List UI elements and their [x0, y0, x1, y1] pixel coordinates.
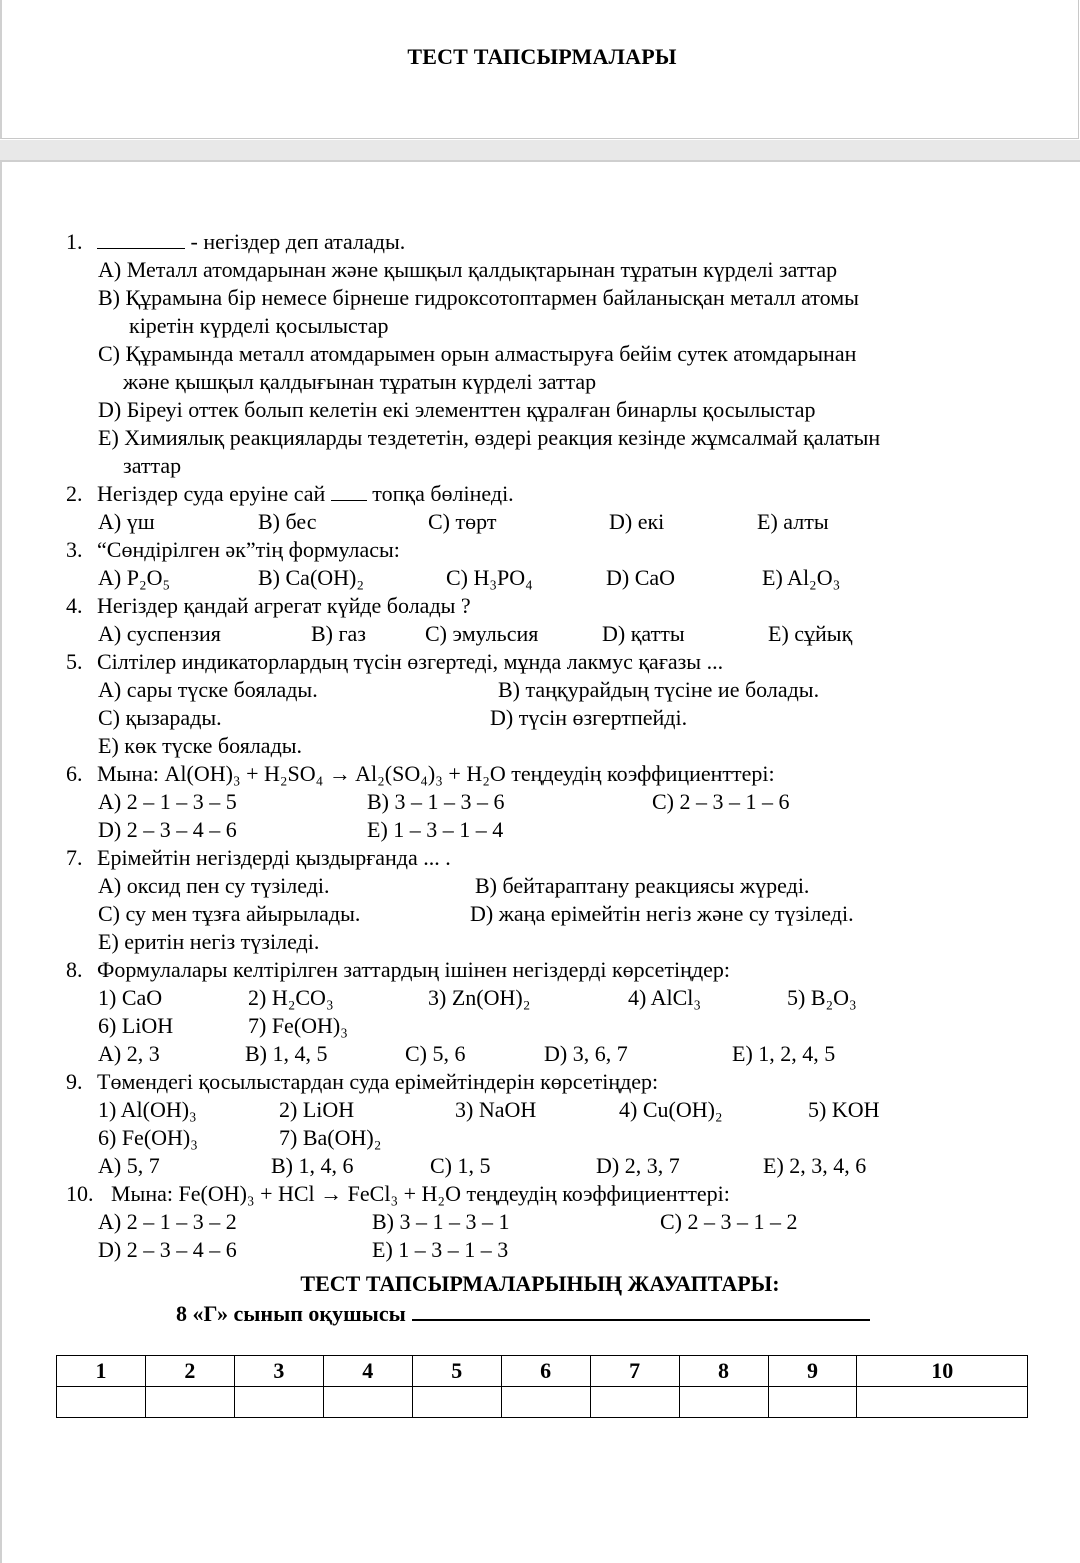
- q3-option-a: A) P₂O₅: [98, 565, 171, 590]
- header-page: [0, 0, 1079, 139]
- student-label: 8 «Г» сынып оқушысы: [176, 1301, 406, 1326]
- header-title: ТЕСТ ТАПСЫРМАЛАРЫ: [407, 44, 677, 69]
- q4-option-e: E) сұйық: [768, 621, 853, 646]
- q1-blank: [97, 230, 185, 249]
- q5-option-d: D) түсін өзгертпейді.: [490, 705, 688, 730]
- q8-item-2: 2) H₂CO₃: [248, 985, 334, 1010]
- q4-number: 4.: [66, 593, 83, 618]
- q3-option-c: C) H₃PO₄: [446, 565, 533, 590]
- q5-option-c: C) қызарады.: [98, 705, 222, 730]
- answer-col-1: 1: [57, 1356, 146, 1387]
- q8-option-a: A) 2, 3: [98, 1041, 160, 1066]
- q8-item-3: 3) Zn(OH)₂: [428, 985, 531, 1010]
- q7-option-a: A) оксид пен су түзіледі.: [98, 873, 330, 898]
- q10-option-d: D) 2 – 3 – 4 – 6: [98, 1237, 237, 1262]
- q1-option-b-cont: кіретін күрделі қосылыстар: [129, 313, 389, 338]
- q7-option-b: B) бейтараптану реакциясы жүреді.: [475, 873, 810, 898]
- q9-item-2: 2) LiOH: [279, 1097, 355, 1122]
- answers-table: [56, 1355, 1028, 1418]
- q4-option-c: C) эмульсия: [425, 621, 539, 646]
- q9-stem: Төмендегі қосылыстардан суда ерімейтіндерін көрсетіңдер:: [97, 1069, 659, 1094]
- q3-stem: “Сөндірілген әк”тің формуласы:: [97, 537, 400, 562]
- q6-option-a: A) 2 – 1 – 3 – 5: [98, 789, 237, 814]
- answer-cell-5[interactable]: [412, 1387, 501, 1418]
- q2-blank: [331, 482, 367, 501]
- answers-title: ТЕСТ ТАПСЫРМАЛАРЫНЫҢ ЖАУАПТАРЫ:: [300, 1271, 780, 1296]
- q1-option-c: C) Құрамында металл атомдарымен орын алмастыруға бейім сутек атомдарынан: [98, 341, 857, 366]
- answer-col-5: 5: [412, 1356, 501, 1387]
- q2-option-d: D) екі: [609, 509, 665, 534]
- answer-cell-2[interactable]: [145, 1387, 234, 1418]
- q8-option-d: D) 3, 6, 7: [544, 1041, 628, 1066]
- answer-cell-3[interactable]: [234, 1387, 323, 1418]
- q8-item-6: 6) LiOH: [98, 1013, 174, 1038]
- student-line: [176, 1299, 870, 1327]
- q3-option-d: D) CaO: [606, 565, 676, 590]
- answer-cell-8[interactable]: [679, 1387, 768, 1418]
- q9-item-1: 1) Al(OH)₃: [98, 1097, 197, 1122]
- q6-option-e: E) 1 – 3 – 1 – 4: [367, 817, 504, 842]
- q1-option-e-cont: заттар: [123, 453, 182, 478]
- q8-option-e: E) 1, 2, 4, 5: [732, 1041, 836, 1066]
- q8-stem: Формулалары келтірілген заттардың ішінен негіздерді көрсетіңдер:: [97, 957, 731, 982]
- answer-col-8: 8: [679, 1356, 768, 1387]
- q9-option-d: D) 2, 3, 7: [596, 1153, 680, 1178]
- q7-option-e: E) еритін негіз түзіледі.: [98, 929, 320, 954]
- q10-option-e: E) 1 – 3 – 1 – 3: [372, 1237, 509, 1262]
- q7-number: 7.: [66, 845, 83, 870]
- q5-number: 5.: [66, 649, 83, 674]
- q10-stem: Мына: Fe(OH)₃ + HCl → FeCl₃ + H₂O теңдеудің коэффициенттері:: [111, 1181, 730, 1206]
- q6-number: 6.: [66, 761, 83, 786]
- q7-option-d: D) жаңа ерімейтін негіз және су түзіледі.: [470, 901, 854, 926]
- answer-col-9: 9: [768, 1356, 857, 1387]
- q2-stem: Негіздер суда еруіне сай топқа бөлінеді.: [97, 481, 514, 506]
- q8-number: 8.: [66, 957, 83, 982]
- q1-stem: - негіздер деп аталады.: [97, 228, 405, 256]
- q8-item-4: 4) AlCl₃: [628, 985, 702, 1010]
- answer-col-7: 7: [590, 1356, 679, 1387]
- q1-option-d: D) Біреуі оттек болып келетін екі элементтен құралған бинарлы қосылыстар: [98, 397, 816, 422]
- q1-option-b: B) Құрамына бір немесе бірнеше гидроксотоптармен байланысқан металл атомы: [98, 285, 859, 310]
- q5-option-b: B) таңқурайдың түсіне ие болады.: [498, 677, 820, 702]
- q6-option-b: B) 3 – 1 – 3 – 6: [367, 789, 505, 814]
- q1-option-c-cont: және қышқыл қалдығынан тұратын күрделі заттар: [123, 369, 597, 394]
- answer-col-10: 10: [857, 1356, 1028, 1387]
- q9-item-6: 6) Fe(OH)₃: [98, 1125, 198, 1150]
- q9-number: 9.: [66, 1069, 83, 1094]
- answers-header-row: [57, 1356, 1028, 1387]
- student-name-field[interactable]: [412, 1299, 870, 1321]
- answer-col-6: 6: [501, 1356, 590, 1387]
- answer-col-4: 4: [323, 1356, 412, 1387]
- q5-stem: Сілтілер индикаторлардың түсін өзгертеді, мұнда лакмус қағазы ...: [97, 649, 724, 674]
- q9-item-7: 7) Ba(OH)₂: [279, 1125, 382, 1150]
- answer-cell-4[interactable]: [323, 1387, 412, 1418]
- q8-option-c: C) 5, 6: [405, 1041, 466, 1066]
- q9-option-b: B) 1, 4, 6: [271, 1153, 354, 1178]
- q4-option-d: D) қатты: [602, 621, 685, 646]
- answer-col-3: 3: [234, 1356, 323, 1387]
- q3-option-b: B) Ca(OH)₂: [258, 565, 365, 590]
- q2-number: 2.: [66, 481, 83, 506]
- q10-number: 10.: [66, 1181, 94, 1206]
- q3-number: 3.: [66, 537, 83, 562]
- q10-option-c: C) 2 – 3 – 1 – 2: [660, 1209, 798, 1234]
- q8-item-5: 5) B₂O₃: [787, 985, 857, 1010]
- answer-cell-9[interactable]: [768, 1387, 857, 1418]
- q7-stem: Ерімейтін негіздерді қыздырғанда ... .: [97, 845, 451, 870]
- q9-item-3: 3) NaOH: [455, 1097, 537, 1122]
- answer-col-2: 2: [145, 1356, 234, 1387]
- q4-option-a: A) суспензия: [98, 621, 221, 646]
- q6-option-d: D) 2 – 3 – 4 – 6: [98, 817, 237, 842]
- q4-stem: Негіздер қандай агрегат күйде болады ?: [97, 593, 471, 618]
- q7-option-c: C) су мен тұзға айырылады.: [98, 901, 361, 926]
- q2-option-c: C) төрт: [428, 509, 497, 534]
- q9-option-a: A) 5, 7: [98, 1153, 160, 1178]
- q10-option-a: A) 2 – 1 – 3 – 2: [98, 1209, 237, 1234]
- q5-option-e: E) көк түске боялады.: [98, 733, 303, 758]
- q3-option-e: E) Al₂O₃: [762, 565, 841, 590]
- q9-item-5: 5) KOH: [808, 1097, 880, 1122]
- q4-option-b: B) газ: [311, 621, 366, 646]
- q9-option-c: C) 1, 5: [430, 1153, 491, 1178]
- q2-option-b: B) бес: [258, 509, 317, 534]
- q1-option-a: A) Металл атомдарынан және қышқыл қалдықтарынан тұратын күрделі заттар: [98, 257, 838, 282]
- q8-option-b: B) 1, 4, 5: [245, 1041, 328, 1066]
- q9-option-e: E) 2, 3, 4, 6: [763, 1153, 867, 1178]
- q10-option-b: B) 3 – 1 – 3 – 1: [372, 1209, 510, 1234]
- q6-option-c: C) 2 – 3 – 1 – 6: [652, 789, 790, 814]
- q1-number: 1.: [66, 229, 83, 254]
- q9-item-4: 4) Cu(OH)₂: [619, 1097, 723, 1122]
- q8-item-7: 7) Fe(OH)₃: [248, 1013, 348, 1038]
- q5-option-a: A) сары түске боялады.: [98, 677, 318, 702]
- answer-cell-10[interactable]: [857, 1387, 1028, 1418]
- answers-input-row: [57, 1387, 1028, 1418]
- q2-option-e: E) алты: [757, 509, 829, 534]
- q8-item-1: 1) CaO: [98, 985, 163, 1010]
- answer-cell-1[interactable]: [57, 1387, 146, 1418]
- answer-cell-6[interactable]: [501, 1387, 590, 1418]
- q2-option-a: A) үш: [98, 509, 155, 534]
- answer-cell-7[interactable]: [590, 1387, 679, 1418]
- q6-stem: Мына: Al(OH)₃ + H₂SO₄ → Al₂(SO₄)₃ + H₂O теңдеудің коэффициенттері:: [97, 761, 775, 786]
- page-gap: [0, 140, 1080, 160]
- q1-option-e: E) Химиялық реакцияларды тездететін, өздері реакция кезінде жұмсалмай қалатын: [98, 425, 881, 450]
